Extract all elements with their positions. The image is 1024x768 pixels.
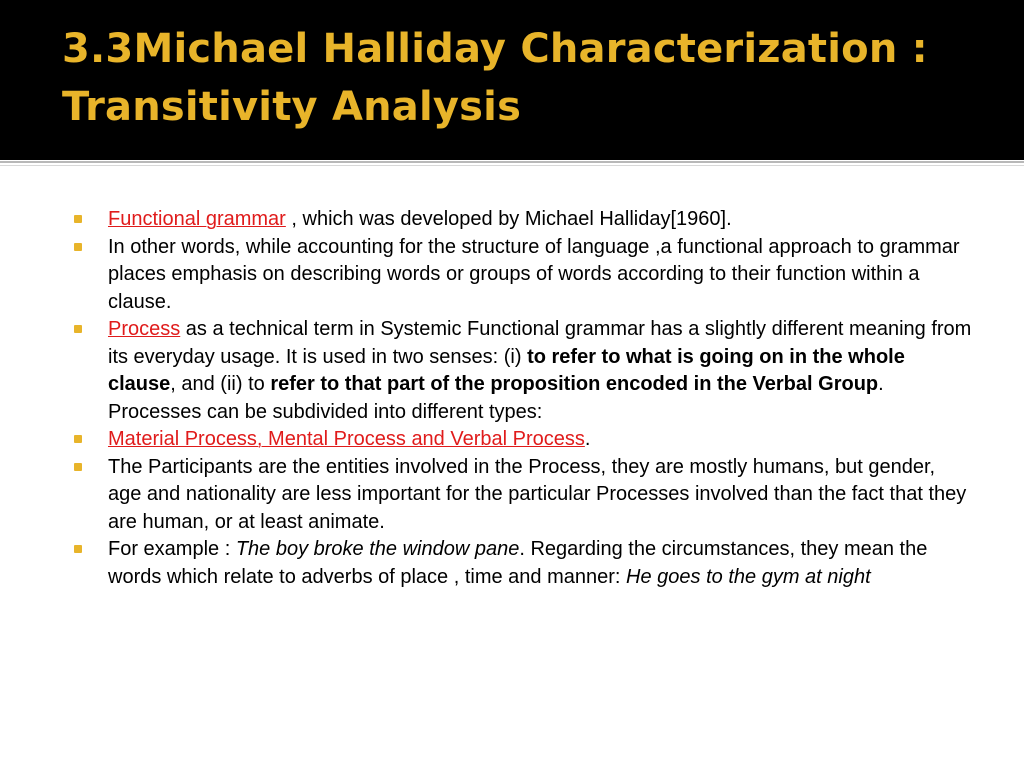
bullet-text: For example : (108, 538, 236, 560)
bullet-item-participants (72, 454, 972, 537)
bullet-text: . Regarding the circumstances, they mean the words which relate to adverbs of place , time and manner: (108, 538, 928, 588)
bullet-item-functional-grammar (72, 206, 972, 234)
title-divider-secondary (0, 165, 1024, 166)
title-band (0, 0, 1024, 160)
bullet-text: . (584, 428, 591, 450)
bullet-text: The Participants are the entities involved in the Process, they are mostly humans, but gender, age and nationality are less important for the particular Processes involved than the fact that they are human, or at least animate. (108, 455, 967, 533)
bullet-icon (74, 243, 82, 251)
bullet-text: as a technical term in Systemic Functional grammar has a slightly different meaning from its everyday usage. It is used in two senses: (i) (108, 318, 972, 368)
title-divider (0, 161, 1024, 163)
highlight-term: Material Process, Mental Process and Verbal Process (108, 428, 585, 450)
bullet-icon (74, 215, 82, 223)
bullet-list (72, 206, 972, 591)
bullet-icon (74, 463, 82, 471)
bullet-item-process-types (72, 426, 972, 454)
bold-phrase: refer to that part of the proposition encoded in the Verbal Group (270, 373, 879, 395)
bullet-text: , which was developed by Michael Halliday[1960]. (285, 208, 732, 230)
bullet-item-other-words (72, 234, 972, 317)
bullet-text: , and (ii) to (170, 373, 271, 395)
highlight-term: Functional grammar (108, 208, 286, 230)
bold-phrase: to refer to what is going on in the whole clause (108, 345, 905, 395)
italic-example: He goes to the gym at night (626, 565, 871, 588)
bullet-text: In other words, while accounting for the structure of language ,a functional approach to grammar places emphasis on describing words or groups of words according to their function within a clause. (108, 235, 960, 313)
bullet-item-process (72, 316, 972, 426)
slide-title: 3.3Michael Halliday Characterization : Transitivity Analysis (62, 26, 928, 130)
bullet-icon (74, 545, 82, 553)
bullet-icon (74, 325, 82, 333)
italic-example: The boy broke the window pane (235, 538, 520, 560)
bullet-item-example (72, 536, 972, 591)
bullet-icon (74, 435, 82, 443)
highlight-term: Process (108, 318, 181, 340)
bullet-text: . Processes can be subdivided into different types: (108, 373, 884, 423)
